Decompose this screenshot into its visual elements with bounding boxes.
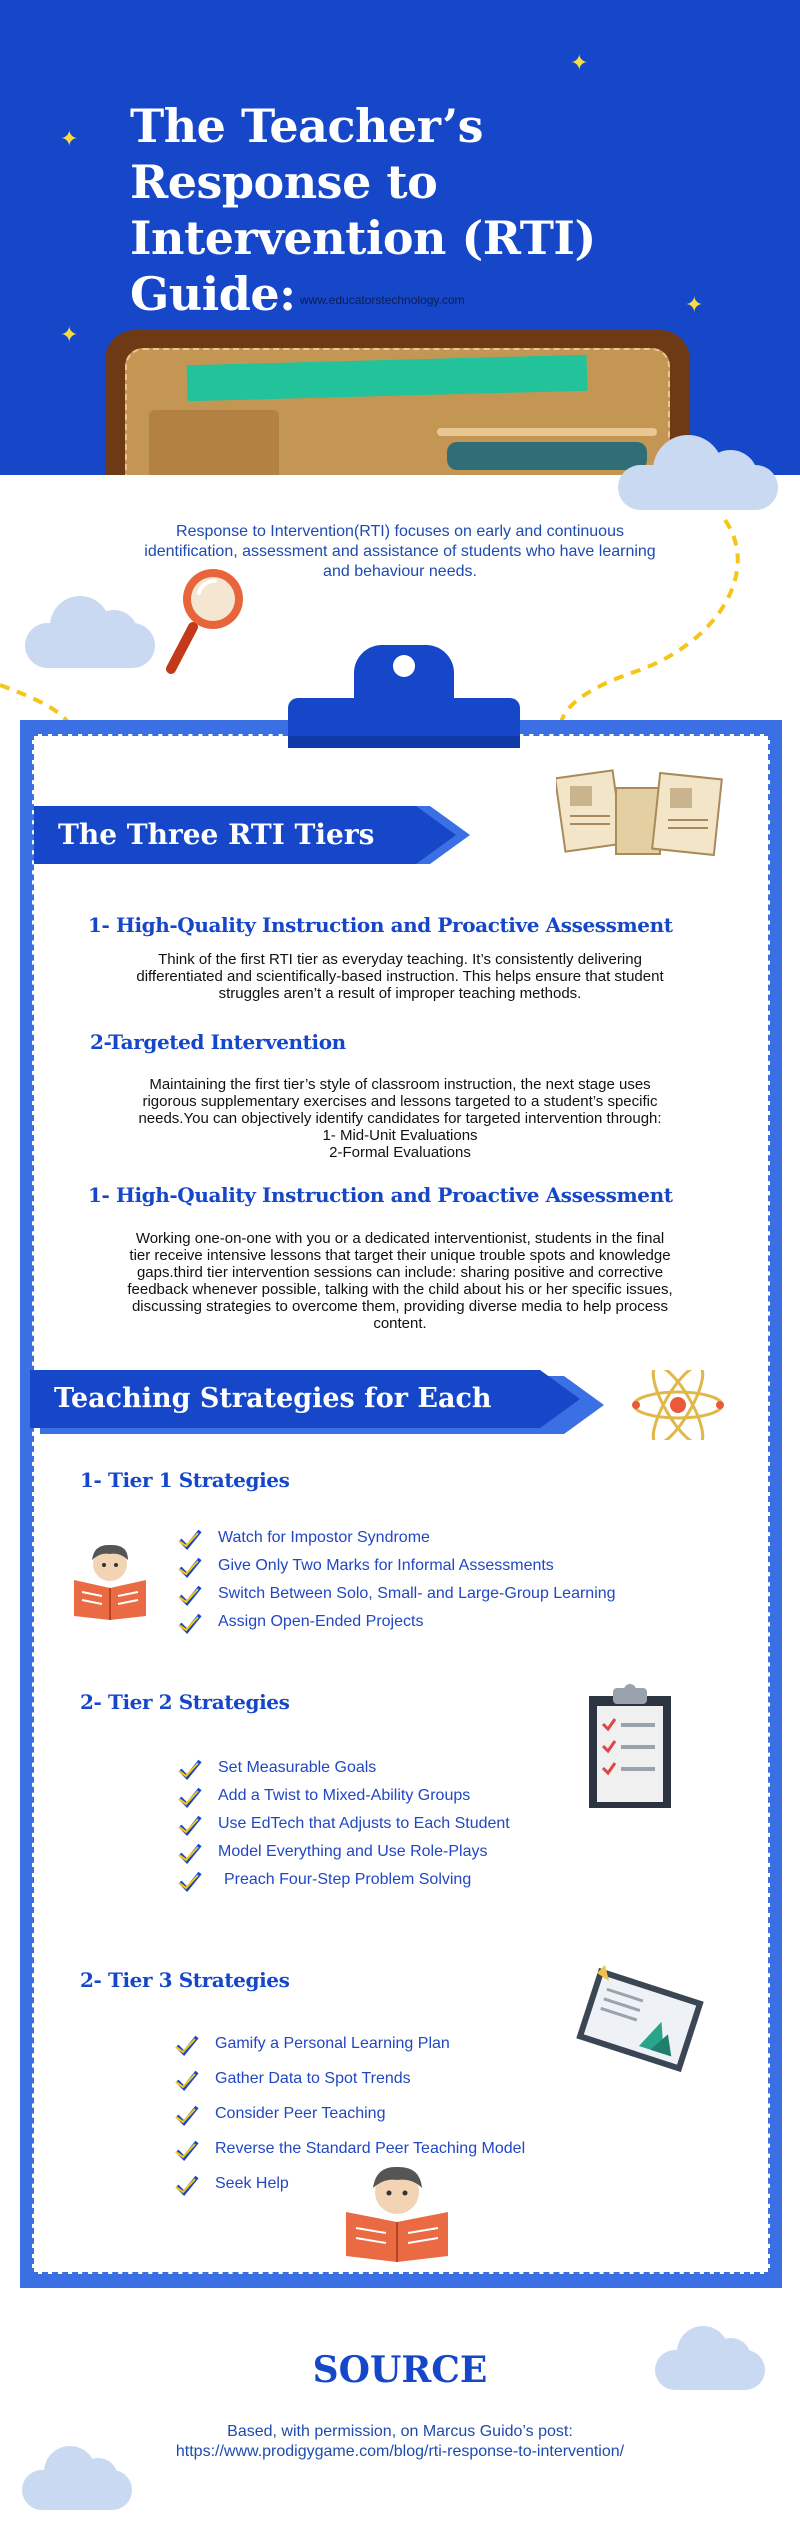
- site-url: www.educatorstechnology.com: [300, 293, 465, 307]
- cloud-icon: [25, 588, 155, 668]
- checkmark-icon: [178, 1786, 202, 1808]
- list-item: Seek Help: [175, 2172, 525, 2207]
- tier-2-strategies-heading: 2- Tier 2 Strategies: [80, 1690, 290, 1714]
- tier-2-description: Maintaining the first tier’s style of classroom instruction, the next stage uses rigorous supplementary exercises and lessons targeted to a student’s specific needs.You can objectively identify candidates for targeted intervention through: 1- Mid-Unit Evaluations 2-Formal Evaluations: [138, 1076, 662, 1161]
- tier-3-strategies-heading: 2- Tier 3 Strategies: [80, 1968, 290, 1992]
- checkmark-icon: [178, 1528, 202, 1550]
- notebook-icon: [575, 1965, 705, 2075]
- source-link[interactable]: https://www.prodigygame.com/blog/rti-response-to-intervention/: [175, 2443, 625, 2460]
- list-item: Give Only Two Marks for Informal Assessments: [178, 1554, 616, 1582]
- list-item: Gather Data to Spot Trends: [175, 2067, 525, 2102]
- tier-1-heading: 1- High-Quality Instruction and Proactive Assessment: [88, 913, 673, 937]
- checkmark-icon: [178, 1584, 202, 1606]
- strategies-section-banner: Teaching Strategies for Each RTI Tier: [30, 1370, 540, 1428]
- source-text: Based, with permission, on Marcus Guido’s post: https://www.prodigygame.com/blog/rti-response-to-intervention/: [100, 2422, 700, 2462]
- tier-3-heading: 1- High-Quality Instruction and Proactive Assessment: [88, 1183, 673, 1207]
- checkmark-icon: [178, 1758, 202, 1780]
- cloud-icon: [22, 2440, 132, 2510]
- checkmark-icon: [178, 1842, 202, 1864]
- star-icon: ✦: [60, 322, 79, 347]
- list-item: Add a Twist to Mixed-Ability Groups: [178, 1784, 510, 1812]
- checkmark-icon: [175, 2104, 199, 2126]
- checkmark-icon: [175, 2139, 199, 2161]
- checkmark-icon: [178, 1814, 202, 1836]
- header-banner: [0, 0, 800, 475]
- checkmark-icon: [178, 1870, 202, 1892]
- checklist-clipboard-icon: [585, 1682, 675, 1812]
- list-item: Consider Peer Teaching: [175, 2102, 525, 2137]
- clipboard-clip-icon: [284, 628, 524, 768]
- tier-1-strategies-heading: 1- Tier 1 Strategies: [80, 1468, 290, 1492]
- list-item: Preach Four-Step Problem Solving: [178, 1868, 510, 1896]
- tiers-section-banner: The Three RTI Tiers: [34, 806, 416, 864]
- list-item: Reverse the Standard Peer Teaching Model: [175, 2137, 525, 2172]
- checkmark-icon: [178, 1556, 202, 1578]
- magnifier-icon: [165, 565, 255, 675]
- source-title: SOURCE: [312, 2349, 488, 2391]
- tier-3-description: Working one-on-one with you or a dedicated interventionist, students in the final tier receive intensive lessons that target their unique trouble spots and knowledge gaps.third tier intervention sessions can include: sharing positive and corrective feedback whenever possible, talking with the child about his or her specific issues, discussing strategies to overcome them, providing diverse media to help process content.: [127, 1230, 673, 1332]
- checkmark-icon: [178, 1612, 202, 1634]
- reading-child-icon: [70, 1540, 150, 1620]
- tier-2-strategy-list: [178, 1756, 510, 1896]
- star-icon: ✦: [570, 50, 589, 75]
- tier-1-strategy-list: [178, 1526, 616, 1638]
- list-item: Assign Open-Ended Projects: [178, 1610, 616, 1638]
- list-item: Model Everything and Use Role-Plays: [178, 1840, 510, 1868]
- wallet-icon: [105, 330, 690, 475]
- checkmark-icon: [175, 2034, 199, 2056]
- list-item: Gamify a Personal Learning Plan: [175, 2032, 525, 2067]
- intro-text: Response to Intervention(RTI) focuses on early and continuous identification, assessment and assistance of students who have learning and behaviour needs.: [144, 523, 656, 580]
- documents-icon: [556, 768, 726, 864]
- star-icon: ✦: [685, 292, 704, 317]
- list-item: Set Measurable Goals: [178, 1756, 510, 1784]
- list-item: Switch Between Solo, Small- and Large-Group Learning: [178, 1582, 616, 1610]
- star-icon: ✦: [60, 126, 79, 151]
- list-item: Use EdTech that Adjusts to Each Student: [178, 1812, 510, 1840]
- checkmark-icon: [175, 2069, 199, 2091]
- reading-child-icon: [342, 2162, 452, 2262]
- checkmark-icon: [175, 2174, 199, 2196]
- atom-icon: [628, 1370, 728, 1440]
- title-line: Intervention (RTI) Guide:: [130, 211, 596, 321]
- list-item: Watch for Impostor Syndrome: [178, 1526, 616, 1554]
- tier-1-description: Think of the first RTI tier as everyday teaching. It’s consistently delivering differentiated and scientifically-based instruction. This helps ensure that student struggles aren’t a result of improper teaching methods.: [136, 951, 664, 1002]
- title-line: The Teacher’s Response to: [130, 99, 484, 209]
- tier-2-heading: 2-Targeted Intervention: [90, 1030, 346, 1054]
